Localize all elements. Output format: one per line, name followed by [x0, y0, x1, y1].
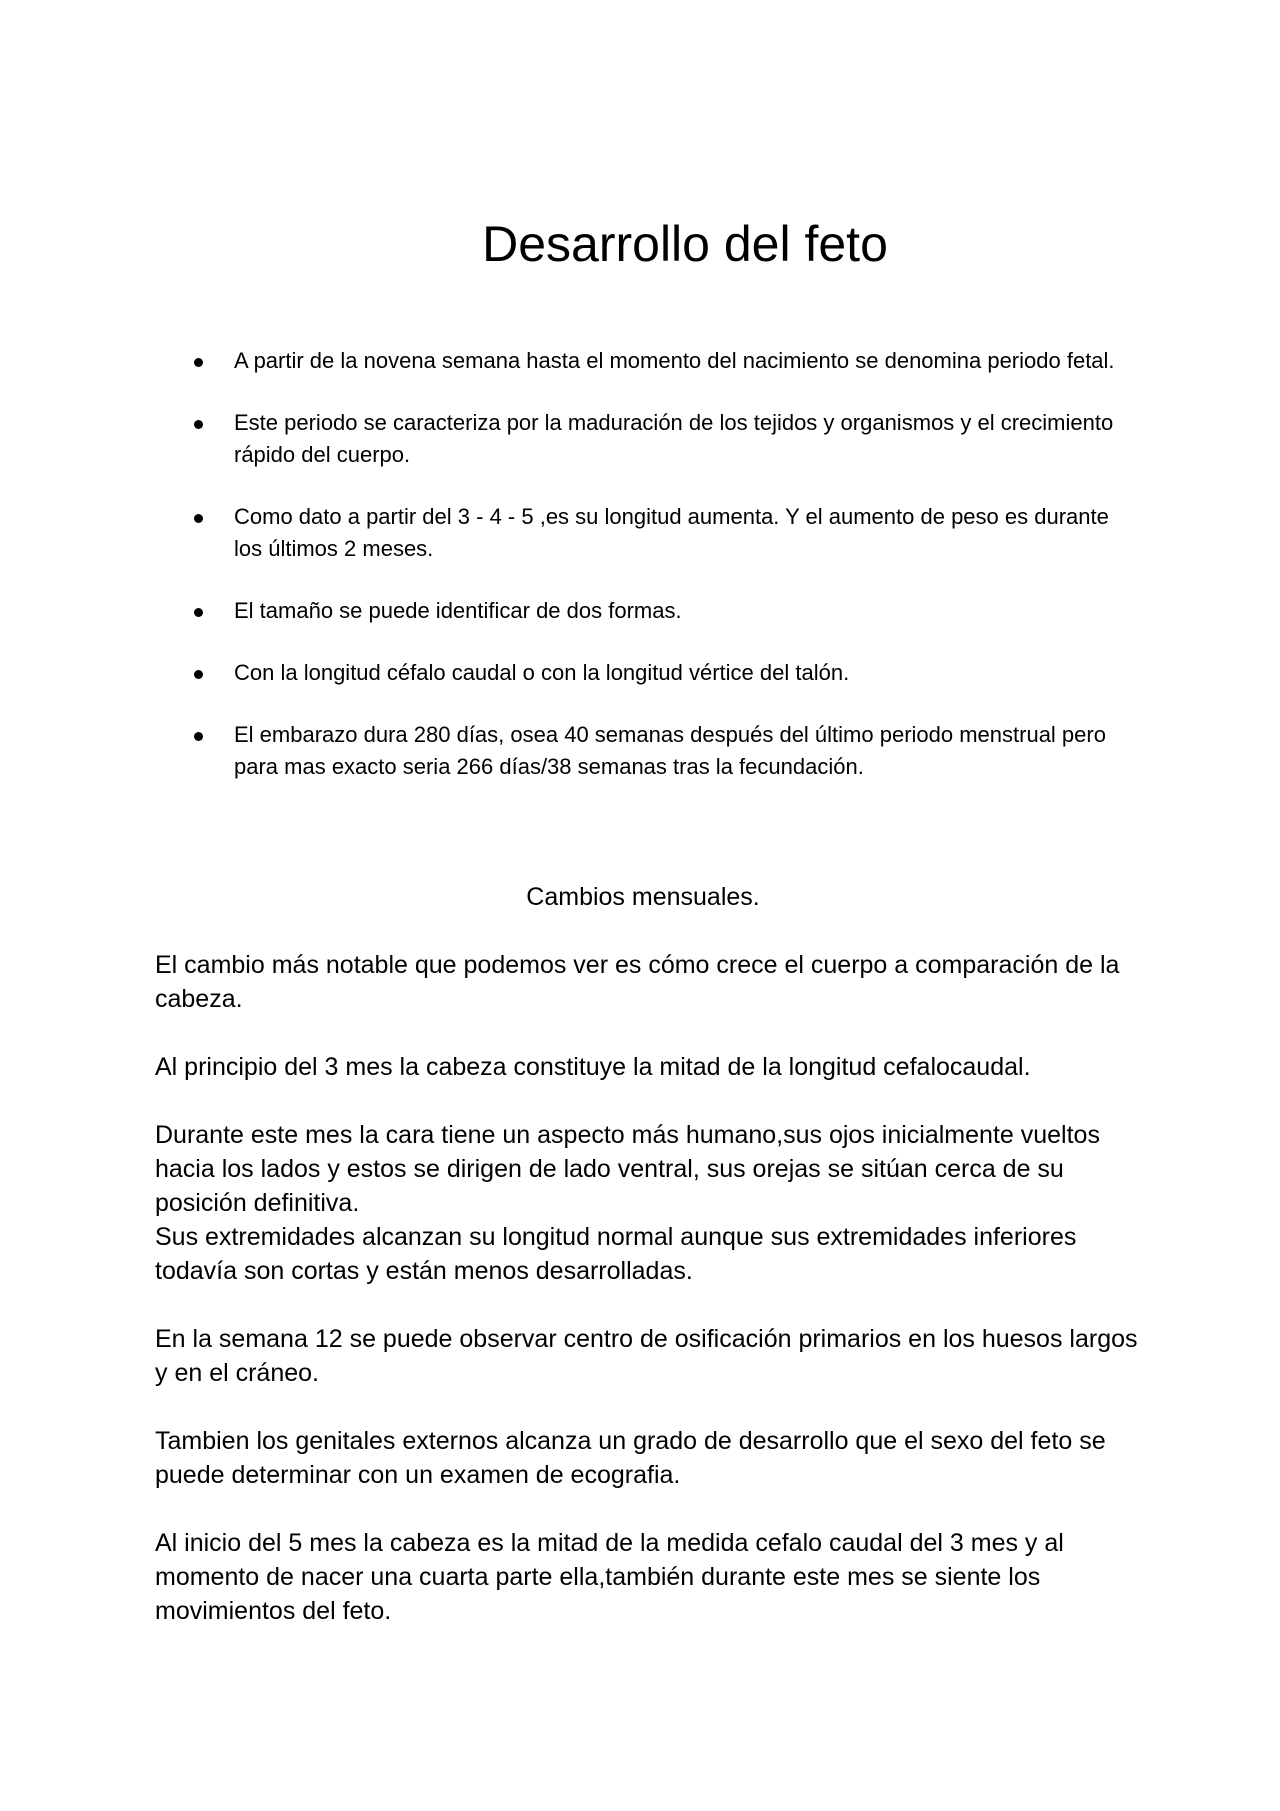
- list-item-text: Con la longitud céfalo caudal o con la longitud vértice del talón.: [234, 660, 850, 685]
- list-item-text: A partir de la novena semana hasta el momento del nacimiento se denomina periodo fetal.: [234, 348, 1115, 373]
- list-item-text: Este periodo se caracteriza por la maduración de los tejidos y organismos y el crecimiento rápido del cuerpo.: [234, 410, 1114, 467]
- bullet-icon: [194, 514, 203, 523]
- list-item: [194, 345, 1134, 377]
- list-item: [194, 501, 1134, 565]
- bullet-icon: [194, 358, 203, 367]
- bullet-icon: [194, 670, 203, 679]
- list-item-text: El embarazo dura 280 días, osea 40 semanas después del último periodo menstrual pero para mas exacto seria 266 días/38 semanas tras la fecundación.: [234, 722, 1106, 779]
- list-item: [194, 595, 1134, 627]
- paragraph: Tambien los genitales externos alcanza un grado de desarrollo que el sexo del feto se puede determinar con un examen de ecografia.: [155, 1427, 1106, 1489]
- bullet-icon: [194, 732, 203, 741]
- bullet-list: [194, 345, 1134, 813]
- bullet-icon: [194, 608, 203, 617]
- list-item-text: Como dato a partir del 3 - 4 - 5 ,es su longitud aumenta. Y el aumento de peso es durante los últimos 2 meses.: [234, 504, 1109, 561]
- paragraph: Al principio del 3 mes la cabeza constituye la mitad de la longitud cefalocaudal.: [155, 1053, 1031, 1081]
- list-item: [194, 719, 1134, 783]
- list-item-text: El tamaño se puede identificar de dos formas.: [234, 598, 682, 623]
- body-text: [155, 948, 1145, 1662]
- list-item: [194, 657, 1134, 689]
- paragraph: Sus extremidades alcanzan su longitud normal aunque sus extremidades inferiores todavía son cortas y están menos desarrolladas.: [155, 1223, 1077, 1285]
- page-title: Desarrollo del feto: [482, 216, 888, 272]
- paragraph: Al inicio del 5 mes la cabeza es la mitad de la medida cefalo caudal del 3 mes y al momento de nacer una cuarta parte ella,también durante este mes se siente los movimientos del feto.: [155, 1529, 1064, 1625]
- paragraph: En la semana 12 se puede observar centro de osificación primarios en los huesos largos y en el cráneo.: [155, 1325, 1138, 1387]
- paragraph: Durante este mes la cara tiene un aspecto más humano,sus ojos inicialmente vueltos hacia los lados y estos se dirigen de lado ventral, sus orejas se sitúan cerca de su posición definitiva.: [155, 1121, 1100, 1217]
- paragraph: El cambio más notable que podemos ver es cómo crece el cuerpo a comparación de la cabeza.: [155, 951, 1120, 1013]
- bullet-icon: [194, 420, 203, 429]
- section-heading: Cambios mensuales.: [526, 883, 760, 911]
- list-item: [194, 407, 1134, 471]
